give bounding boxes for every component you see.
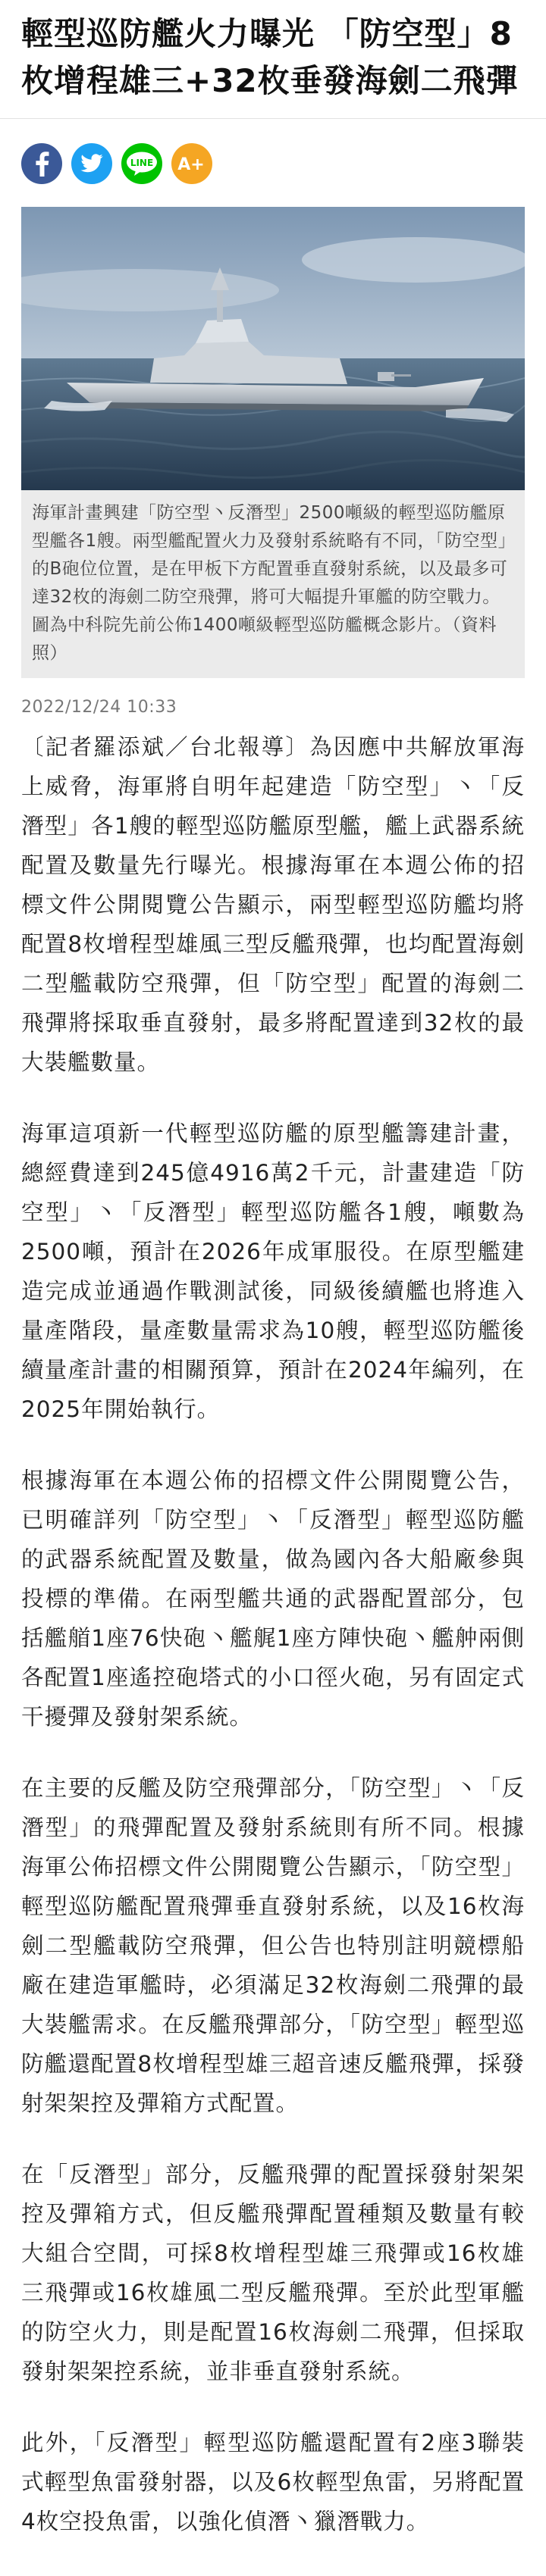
article-paragraph: 根據海軍在本週公佈的招標文件公開閱覽公告，已明確詳列「防空型」丶「反潛型」輕型巡防艦的武器系統配置及數量，做為國內各大船廠參與投標的準備。在兩型艦共通的武器配置部分，包括艦艏1座76快砲丶艦艉1座方陣快砲丶艦舯兩側各配置1座遙控砲塔式的小口徑火砲，另有固定式干擾彈及發射架系統。 — [21, 1468, 525, 1730]
article-paragraph: 海軍這項新一代輕型巡防艦的原型艦籌建計畫，總經費達到245億4916萬2千元，計畫建造「防空型」丶「反潛型」輕型巡防艦各1艘，噸數為2500噸，預計在2026年成軍服役。在原型艦建造完成並通過作戰測試後，同級後續艦也將進入量產階段，量產數量需求為10艘，輕型巡防艦後續量產計畫的相關預算，預計在2024年編列，在2025年開始執行。 — [21, 1121, 525, 1422]
article-body — [0, 727, 546, 2541]
line-label: LINE — [130, 158, 154, 168]
font-size-icon[interactable] — [171, 143, 212, 184]
warship-photo — [21, 207, 525, 490]
publish-timestamp: 2022/12/24 10:33 — [21, 698, 177, 717]
article-paragraph: 在主要的反艦及防空飛彈部分，「防空型」丶「反潛型」的飛彈配置及發射系統則有所不同。根據海軍公佈招標文件公開閱覽公告顯示，「防空型」輕型巡防艦配置飛彈垂直發射系統，以及16枚海劍二型艦載防空飛彈，但公告也特別註明競標船廠在建造軍艦時，必須滿足32枚海劍二飛彈的最大裝艦需求。在反艦飛彈部分，「防空型」輕型巡防艦還配置8枚增程型雄三超音速反艦飛彈，採發射架架控及彈箱方式配置。 — [21, 1775, 525, 2116]
share-bar — [0, 119, 546, 202]
article-paragraph: 此外，「反潛型」輕型巡防艦還配置有2座3聯裝式輕型魚雷發射器，以及6枚輕型魚雷，另將配置4枚空投魚雷，以強化偵潛丶獵潛戰力。 — [21, 2430, 525, 2534]
line-icon[interactable] — [121, 143, 162, 184]
facebook-icon[interactable] — [21, 143, 62, 184]
article-headline: 輕型巡防艦火力曝光 「防空型」8枚增程雄三+32枚垂發海劍二飛彈 — [21, 15, 519, 99]
article-image-figure — [21, 207, 525, 678]
image-caption: 海軍計畫興建「防空型丶反潛型」2500噸級的輕型巡防艦原型艦各1艘。兩型艦配置火力及發射系統略有不同，「防空型」的B砲位位置，是在甲板下方配置垂直發射系統，以及最多可達32枚的海劍二防空飛彈，將可大幅提升軍艦的防空戰力。圖為中科院先前公佈1400噸級輕型巡防艦概念影片。（資料照） — [21, 490, 525, 678]
font-size-label: A+ — [177, 155, 205, 174]
article-paragraph: 在「反潛型」部分，反艦飛彈的配置採發射架架控及彈箱方式，但反艦飛彈配置種類及數量有較大組合空間，可採8枚增程型雄三飛彈或16枚雄三飛彈或16枚雄風二型反艦飛彈。至於此型軍艦的防空火力，則是配置16枚海劍二飛彈，但採取發射架架控系統，並非垂直發射系統。 — [21, 2162, 525, 2384]
twitter-icon[interactable] — [71, 143, 112, 184]
article-paragraph: 〔記者羅添斌／台北報導〕為因應中共解放軍海上威脅，海軍將自明年起建造「防空型」丶「反潛型」各1艘的輕型巡防艦原型艦，艦上武器系統配置及數量先行曝光。根據海軍在本週公佈的招標文件公開閱覽公告顯示，兩型輕型巡防艦均將配置8枚增程型雄風三型反艦飛彈，也均配置海劍二型艦載防空飛彈，但「防空型」配置的海劍二飛彈將採取垂直發射，最多將配置達到32枚的最大裝艦數量。 — [21, 734, 525, 1075]
